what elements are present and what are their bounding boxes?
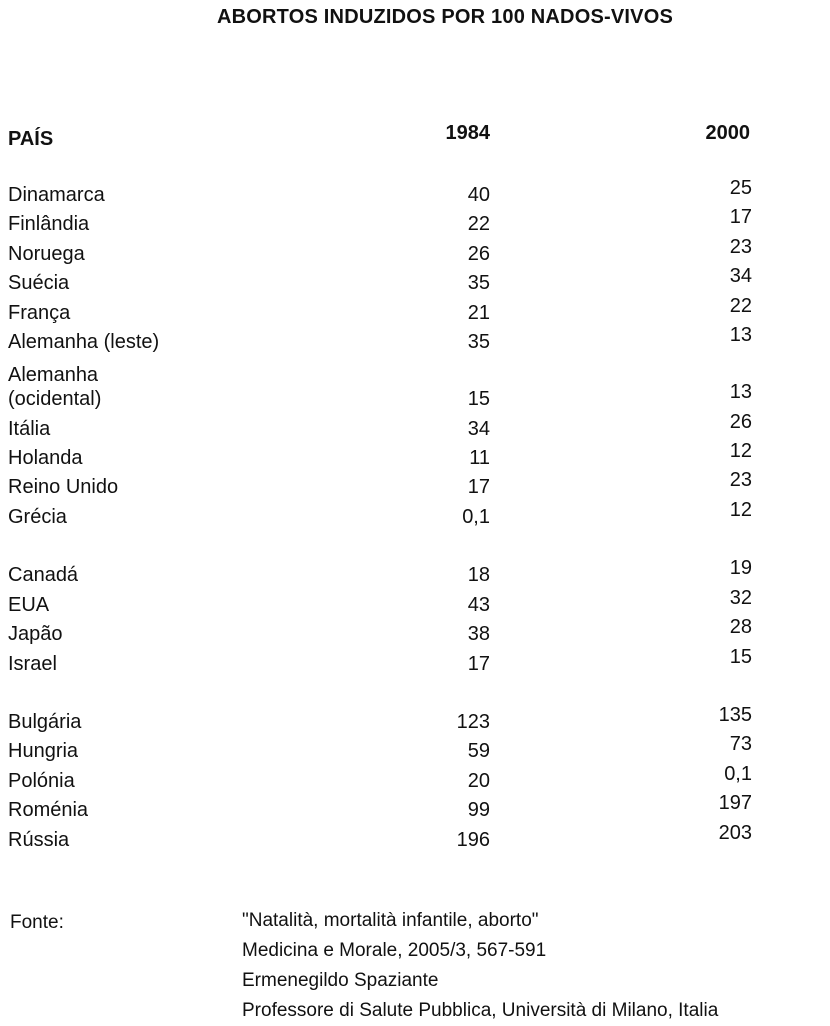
value-2000: 23 <box>729 469 752 491</box>
table-row <box>0 823 830 853</box>
country-name: Bulgária <box>8 711 82 733</box>
header-country: PAÍS <box>8 128 54 150</box>
country-name: Israel <box>8 653 57 675</box>
value-1984: 15 <box>467 388 490 410</box>
source-line: Professore di Salute Pubblica, Università di Milano, Italia <box>242 1000 719 1021</box>
table-row <box>0 705 830 735</box>
value-2000: 15 <box>729 646 752 668</box>
country-name: Finlândia <box>8 213 90 235</box>
value-1984: 22 <box>467 213 490 235</box>
country-name: Japão <box>8 623 63 645</box>
value-2000: 203 <box>718 822 752 844</box>
value-1984: 20 <box>467 770 490 792</box>
value-2000: 26 <box>729 411 752 433</box>
value-2000: 23 <box>729 236 752 258</box>
country-name: Suécia <box>8 272 70 294</box>
table-row <box>0 793 830 823</box>
country-name: Alemanha <box>8 364 99 386</box>
country-name: Polónia <box>8 770 75 792</box>
table-row <box>0 237 830 267</box>
table-row <box>0 266 830 296</box>
country-name: Rússia <box>8 829 70 851</box>
value-1984: 123 <box>456 711 490 733</box>
value-2000: 34 <box>729 265 752 287</box>
value-1984: 40 <box>467 184 490 206</box>
country-name: França <box>8 302 71 324</box>
value-1984: 17 <box>467 476 490 498</box>
country-name: Holanda <box>8 447 83 469</box>
source-citation <box>242 906 718 1026</box>
table-row <box>0 470 830 500</box>
table-row <box>0 647 830 677</box>
value-1984: 35 <box>467 331 490 353</box>
value-2000: 13 <box>729 381 752 403</box>
value-2000: 32 <box>729 587 752 609</box>
table-row <box>0 296 830 326</box>
country-name: Itália <box>8 418 51 440</box>
value-2000: 17 <box>729 206 752 228</box>
value-1984: 34 <box>467 418 490 440</box>
table-row <box>0 734 830 764</box>
table-row <box>0 617 830 647</box>
value-2000: 19 <box>729 557 752 579</box>
value-2000: 197 <box>718 792 752 814</box>
table-row <box>0 500 830 530</box>
country-name: Canadá <box>8 564 79 586</box>
country-name: Roménia <box>8 799 89 821</box>
table-row <box>0 558 830 588</box>
value-2000: 25 <box>729 177 752 199</box>
table-row <box>0 412 830 442</box>
table-row <box>0 764 830 794</box>
value-1984: 99 <box>467 799 490 821</box>
value-1984: 17 <box>467 653 490 675</box>
country-name: Hungria <box>8 740 79 762</box>
table-row <box>0 382 830 412</box>
value-2000: 22 <box>729 295 752 317</box>
country-name: (ocidental) <box>8 388 102 410</box>
value-2000: 12 <box>729 499 752 521</box>
country-name: Grécia <box>8 506 67 528</box>
source-label: Fonte: <box>10 912 64 933</box>
value-1984: 21 <box>467 302 490 324</box>
value-1984: 18 <box>467 564 490 586</box>
value-1984: 11 <box>469 447 490 469</box>
country-name: EUA <box>8 594 50 616</box>
header-year-1984: 1984 <box>445 122 490 144</box>
header-year-2000: 2000 <box>705 122 750 144</box>
page-title: ABORTOS INDUZIDOS POR 100 NADOS-VIVOS <box>217 6 673 28</box>
table-row <box>0 325 830 355</box>
value-2000: 28 <box>729 616 752 638</box>
source-line: Ermenegildo Spaziante <box>242 970 439 991</box>
value-2000: 12 <box>729 440 752 462</box>
value-1984: 38 <box>467 623 490 645</box>
value-2000: 73 <box>729 733 752 755</box>
country-name: Dinamarca <box>8 184 105 206</box>
value-1984: 59 <box>467 740 490 762</box>
table-row <box>0 178 830 208</box>
value-2000: 135 <box>718 704 752 726</box>
value-2000: 0,1 <box>724 763 752 785</box>
table-row <box>0 207 830 237</box>
source-line: "Natalità, mortalità infantile, aborto" <box>242 910 539 931</box>
value-1984: 43 <box>467 594 490 616</box>
table-row <box>0 441 830 471</box>
value-2000: 13 <box>729 324 752 346</box>
country-name: Alemanha (leste) <box>8 331 160 353</box>
value-1984: 196 <box>456 829 490 851</box>
value-1984: 26 <box>467 243 490 265</box>
country-name: Reino Unido <box>8 476 119 498</box>
country-name: Noruega <box>8 243 85 265</box>
table-row <box>0 588 830 618</box>
value-1984: 35 <box>467 272 490 294</box>
value-1984: 0,1 <box>462 506 490 528</box>
source-line: Medicina e Morale, 2005/3, 567-591 <box>242 940 547 961</box>
